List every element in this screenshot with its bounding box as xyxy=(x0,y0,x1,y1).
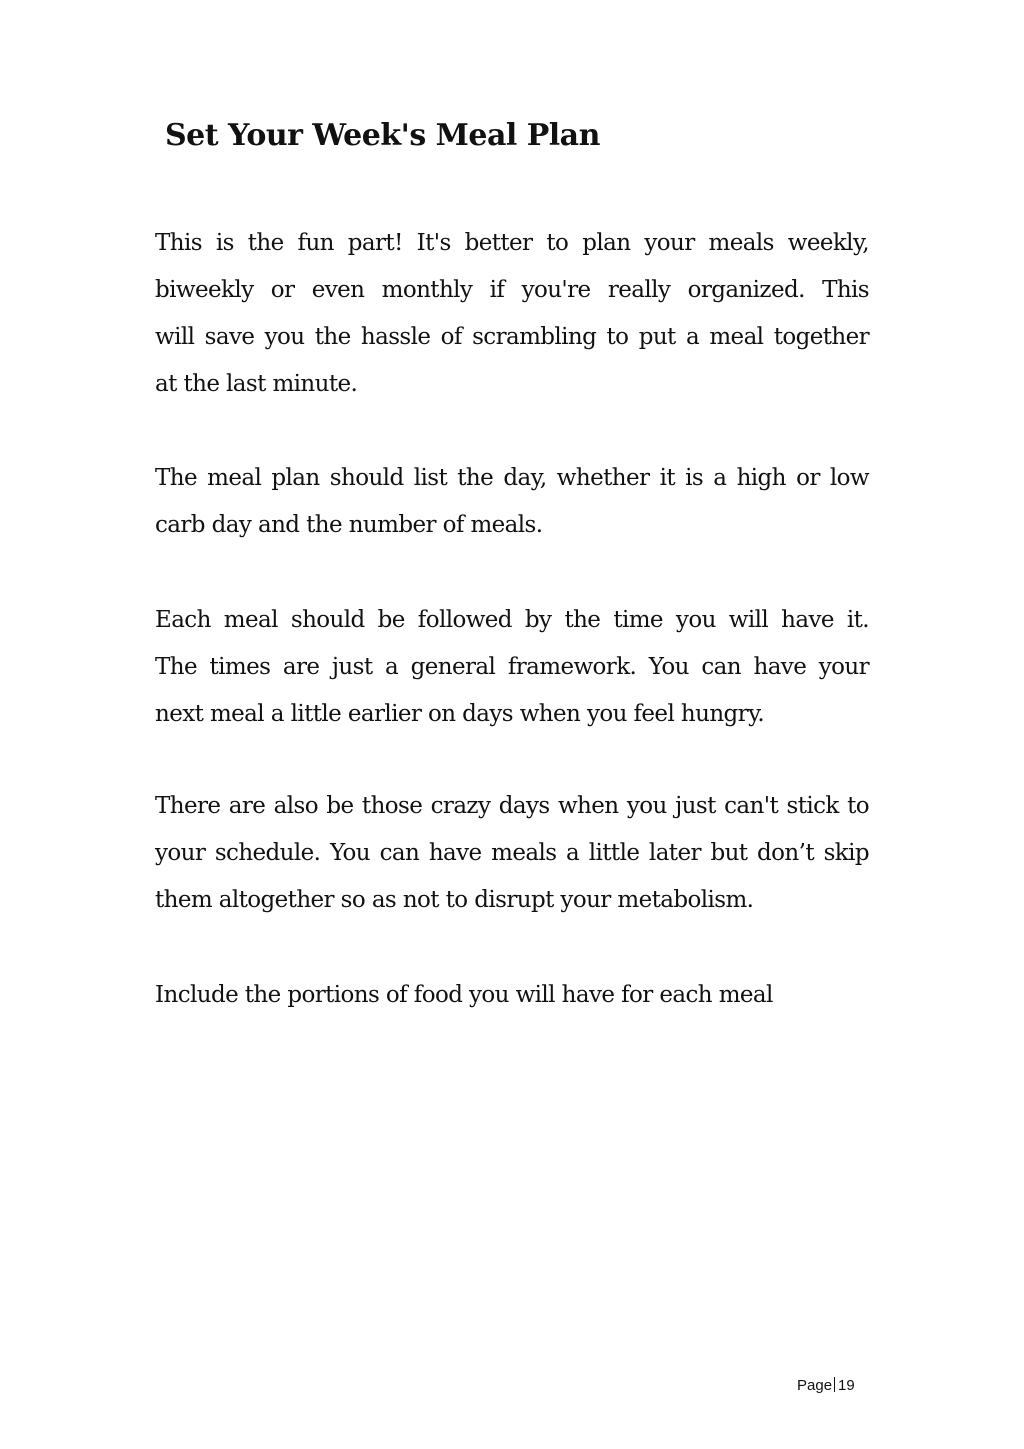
paragraph-line: your schedule. You can have meals a little later but don’t skip xyxy=(155,840,869,866)
paragraph-line: next meal a little earlier on days when you feel hungry. xyxy=(155,701,765,727)
paragraph-meal-times xyxy=(155,597,869,738)
paragraph-portions xyxy=(155,972,869,1019)
paragraph-line: Include the portions of food you will have for each meal xyxy=(155,982,773,1008)
paragraph-intro xyxy=(155,220,869,408)
page-number-footer xyxy=(797,1377,855,1394)
paragraph-line: This is the fun part! It's better to plan your meals weekly, xyxy=(155,230,869,256)
page-title: Set Your Week's Meal Plan xyxy=(165,118,600,153)
paragraph-crazy-days xyxy=(155,783,869,924)
page-label: Page xyxy=(797,1377,833,1394)
page-number: 19 xyxy=(838,1377,855,1394)
paragraph-line: biweekly or even monthly if you're really organized. This xyxy=(155,277,869,303)
footer-divider xyxy=(834,1377,835,1392)
paragraph-line: The meal plan should list the day, whether it is a high or low xyxy=(155,465,869,491)
paragraph-line: will save you the hassle of scrambling to put a meal together xyxy=(155,324,869,350)
paragraph-line: Each meal should be followed by the time you will have it. xyxy=(155,607,869,633)
paragraph-line: carb day and the number of meals. xyxy=(155,512,543,538)
paragraph-line: them altogether so as not to disrupt your metabolism. xyxy=(155,887,754,913)
paragraph-line: The times are just a general framework. You can have your xyxy=(155,654,869,680)
paragraph-line: There are also be those crazy days when you just can't stick to xyxy=(155,793,869,819)
paragraph-meal-plan-list xyxy=(155,455,869,549)
paragraph-line: at the last minute. xyxy=(155,371,358,397)
